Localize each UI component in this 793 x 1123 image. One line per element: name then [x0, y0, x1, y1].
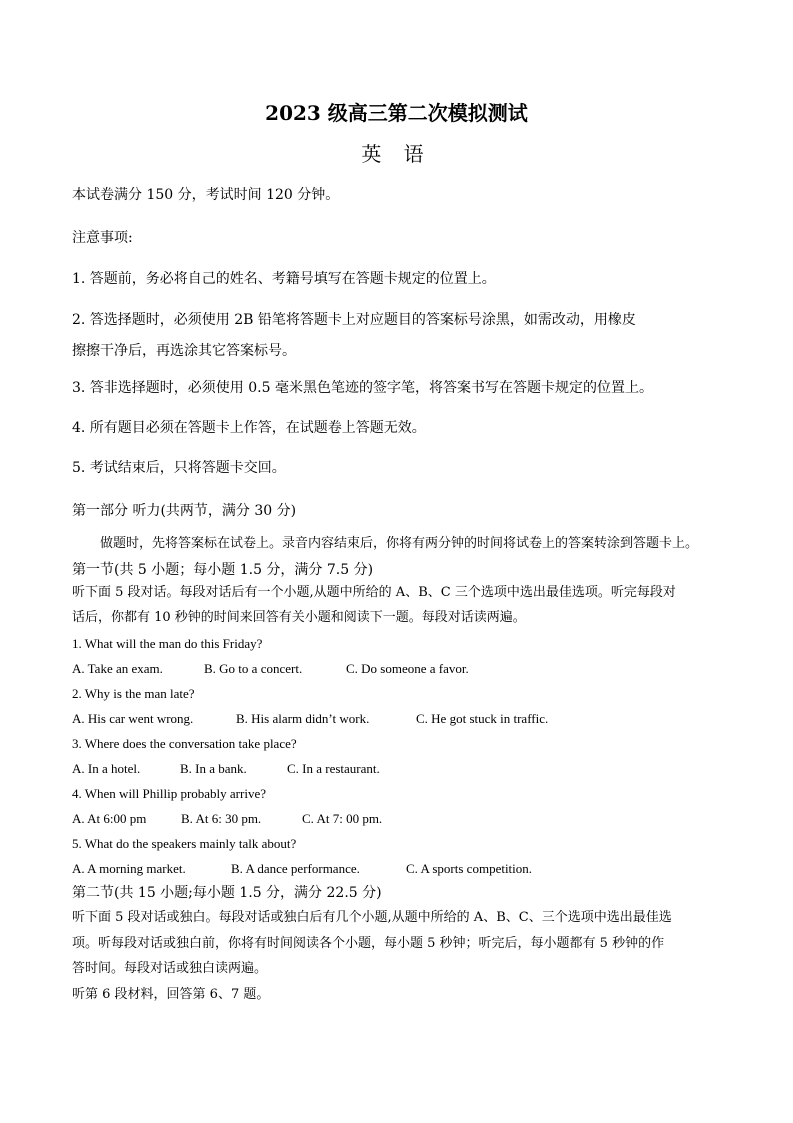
question-text: 3. Where does the conversation take place? — [72, 736, 297, 751]
notes-heading: 注意事项: — [72, 230, 133, 246]
option-b: B. His alarm didn’t work. — [236, 711, 370, 726]
part1-heading: 第一部分 听力(共两节，满分 30 分) — [72, 503, 297, 519]
option-a: A. A morning market. — [72, 861, 186, 876]
question-text: 2. Why is the man late? — [72, 686, 195, 701]
option-c: C. Do someone a favor. — [346, 661, 469, 676]
option-a: A. In a hotel. — [72, 761, 141, 776]
section1-instruction: 听下面 5 段对话。每段对话后有一个小题,从题中所给的 A、B、C 三个选项中选出最佳选项。听完每段对 — [72, 585, 676, 600]
option-c: C. A sports competition. — [406, 861, 533, 876]
note-item: 5. 考试结束后，只将答题卡交回。 — [72, 460, 286, 476]
subject-title: 英 语 — [361, 142, 432, 166]
option-b: B. Go to a concert. — [204, 661, 303, 676]
note-item: 1. 答题前，务必将自己的姓名、考籍号填写在答题卡规定的位置上。 — [72, 271, 496, 287]
exam-title: 2023 级高三第二次模拟测试 — [265, 101, 528, 125]
section2-instruction: 听下面 5 段对话或独白。每段对话或独白后有几个小题,从题中所给的 A、B、C、三个选项中选出最佳选 — [72, 910, 672, 925]
section2-instruction: 答时间。每段对话或独白读两遍。 — [72, 961, 268, 976]
option-a: A. At 6:00 pm — [72, 811, 147, 826]
score-line: 本试卷满分 150 分，考试时间 120 分钟。 — [72, 187, 340, 203]
option-b: B. A dance performance. — [231, 861, 360, 876]
note-item: 4. 所有题目必须在答题卡上作答，在试题卷上答题无效。 — [72, 420, 426, 436]
question-text: 5. What do the speakers mainly talk about? — [72, 836, 297, 851]
option-c: C. In a restaurant. — [287, 761, 380, 776]
material-line: 听第 6 段材料，回答第 6、7 题。 — [72, 987, 270, 1002]
note-item: 2. 答选择题时，必须使用 2B 铅笔将答题卡上对应题目的答案标号涂黑，如需改动，用橡皮 — [72, 312, 636, 328]
part1-instruction: 做题时，先将答案标在试卷上。录音内容结束后，你将有两分钟的时间将试卷上的答案转涂到答题卡上。 — [100, 536, 699, 551]
option-c: C. He got stuck in traffic. — [416, 711, 549, 726]
question-text: 4. When will Phillip probably arrive? — [72, 786, 266, 801]
option-a: A. His car went wrong. — [72, 711, 194, 726]
note-item: 擦擦干净后，再选涂其它答案标号。 — [72, 343, 296, 359]
section2-instruction: 项。听每段对话或独白前，你将有时间阅读各个小题，每小题 5 秒钟；听完后，每小题都有 5 秒钟的作 — [72, 936, 665, 951]
option-b: B. In a bank. — [180, 761, 247, 776]
section1-heading: 第一节(共 5 小题；每小题 1.5 分，满分 7.5 分) — [72, 562, 374, 578]
option-c: C. At 7: 00 pm. — [302, 811, 383, 826]
question-text: 1. What will the man do this Friday? — [72, 636, 263, 651]
option-a: A. Take an exam. — [72, 661, 163, 676]
section2-heading: 第二节(共 15 小题;每小题 1.5 分，满分 22.5 分) — [72, 885, 382, 901]
option-b: B. At 6: 30 pm. — [181, 811, 262, 826]
section1-instruction: 话后，你都有 10 秒钟的时间来回答有关小题和阅读下一题。每段对话读两遍。 — [72, 610, 526, 625]
note-item: 3. 答非选择题时，必须使用 0.5 毫米黑色笔迹的签字笔，将答案书写在答题卡规定的位置上。 — [72, 380, 653, 396]
